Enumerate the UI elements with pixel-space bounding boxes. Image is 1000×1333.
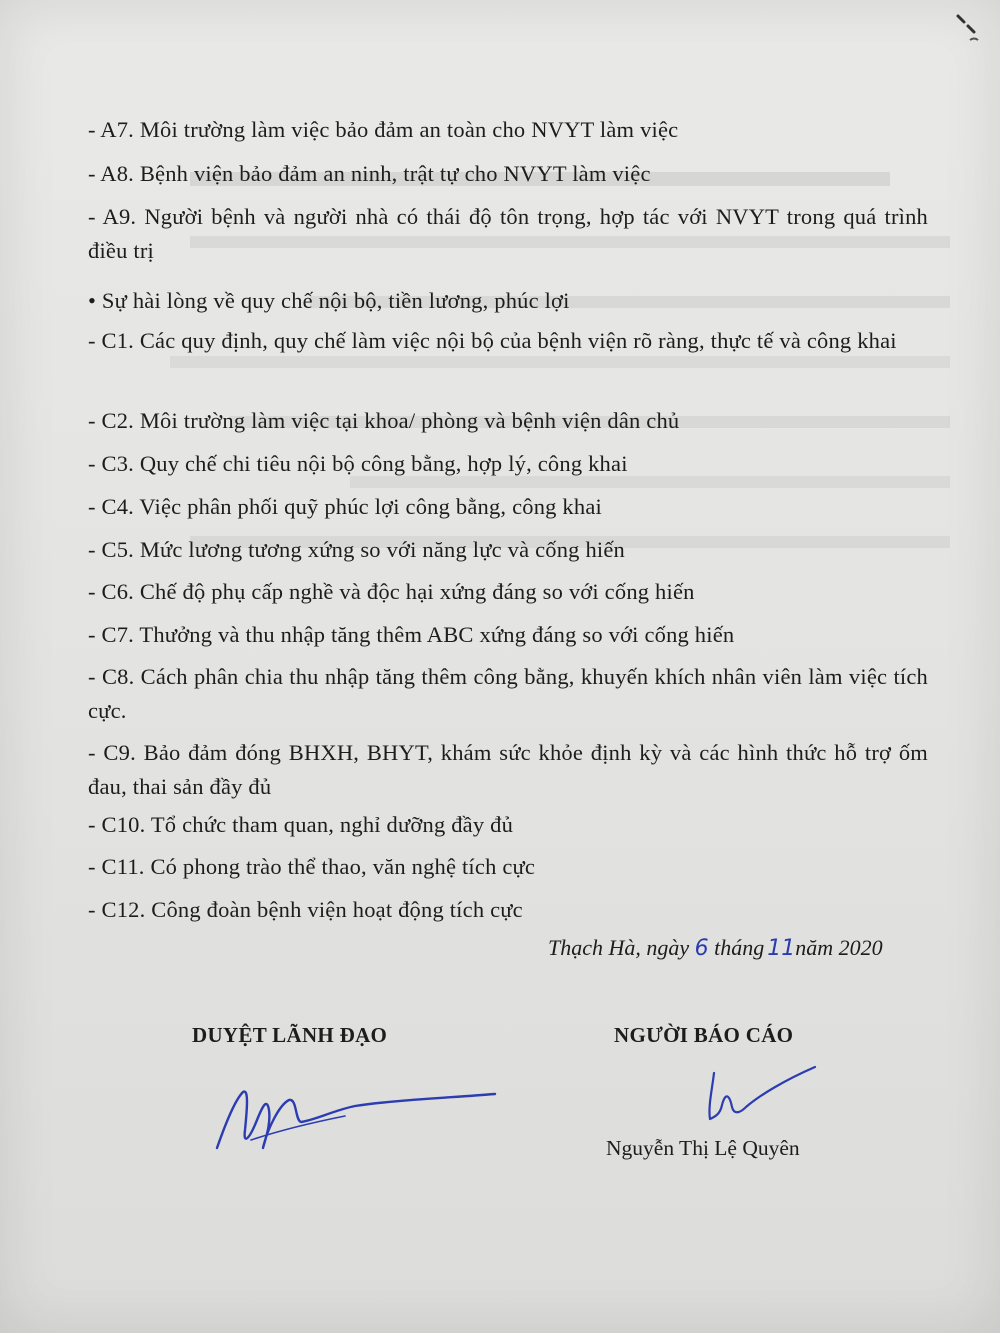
item-a9: - A9. Người bệnh và người nhà có thái độ tôn trọng, hợp tác với NVYT trong quá trình điều trị	[88, 204, 928, 263]
date-month-label: tháng	[714, 935, 765, 960]
reporter-title: NGƯỜI BÁO CÁO	[614, 1023, 794, 1047]
approver-signature	[205, 1070, 505, 1170]
item-c5: - C5. Mức lương tương xứng so với năng lực và cống hiến	[88, 537, 625, 562]
item-c1: - C1. Các quy định, quy chế làm việc nội bộ của bệnh viện rõ ràng, thực tế và công khai	[88, 328, 897, 353]
reporter-signature	[690, 1055, 830, 1130]
date-prefix: Thạch Hà, ngày	[548, 935, 690, 960]
handwritten-day: 6	[694, 936, 709, 961]
item-a7: - A7. Môi trường làm việc bảo đảm an toàn cho NVYT làm việc	[88, 117, 679, 142]
item-c10: - C10. Tổ chức tham quan, nghỉ dưỡng đầy đủ	[88, 812, 514, 837]
item-c12: - C12. Công đoàn bệnh viện hoạt động tích cực	[88, 897, 523, 922]
item-c11: - C11. Có phong trào thể thao, văn nghệ tích cực	[88, 854, 536, 879]
approver-title: DUYỆT LÃNH ĐẠO	[192, 1023, 388, 1047]
reporter-name: Nguyễn Thị Lệ Quyên	[606, 1136, 800, 1160]
handwritten-month: 11	[767, 936, 796, 961]
item-c2: - C2. Môi trường làm việc tại khoa/ phòng và bệnh viện dân chủ	[88, 408, 680, 433]
item-c9: - C9. Bảo đảm đóng BHXH, BHYT, khám sức khỏe định kỳ và các hình thức hỗ trợ ốm đau, thai sản đầy đủ	[88, 740, 928, 799]
staple-mark	[950, 10, 990, 50]
item-c6: - C6. Chế độ phụ cấp nghề và độc hại xứng đáng so với cống hiến	[88, 579, 695, 604]
section-heading: • Sự hài lòng về quy chế nội bộ, tiền lương, phúc lợi	[88, 288, 570, 313]
item-c3: - C3. Quy chế chi tiêu nội bộ công bằng, hợp lý, công khai	[88, 451, 628, 476]
item-c4: - C4. Việc phân phối quỹ phúc lợi công bằng, công khai	[88, 494, 602, 519]
item-c8: - C8. Cách phân chia thu nhập tăng thêm công bằng, khuyến khích nhân viên làm việc tích cực.	[88, 664, 928, 723]
place-date-line	[548, 935, 883, 961]
item-a8: - A8. Bệnh viện bảo đảm an ninh, trật tự cho NVYT làm việc	[88, 161, 651, 186]
date-year: năm 2020	[795, 935, 883, 960]
item-c7: - C7. Thưởng và thu nhập tăng thêm ABC xứng đáng so với cống hiến	[88, 622, 735, 647]
